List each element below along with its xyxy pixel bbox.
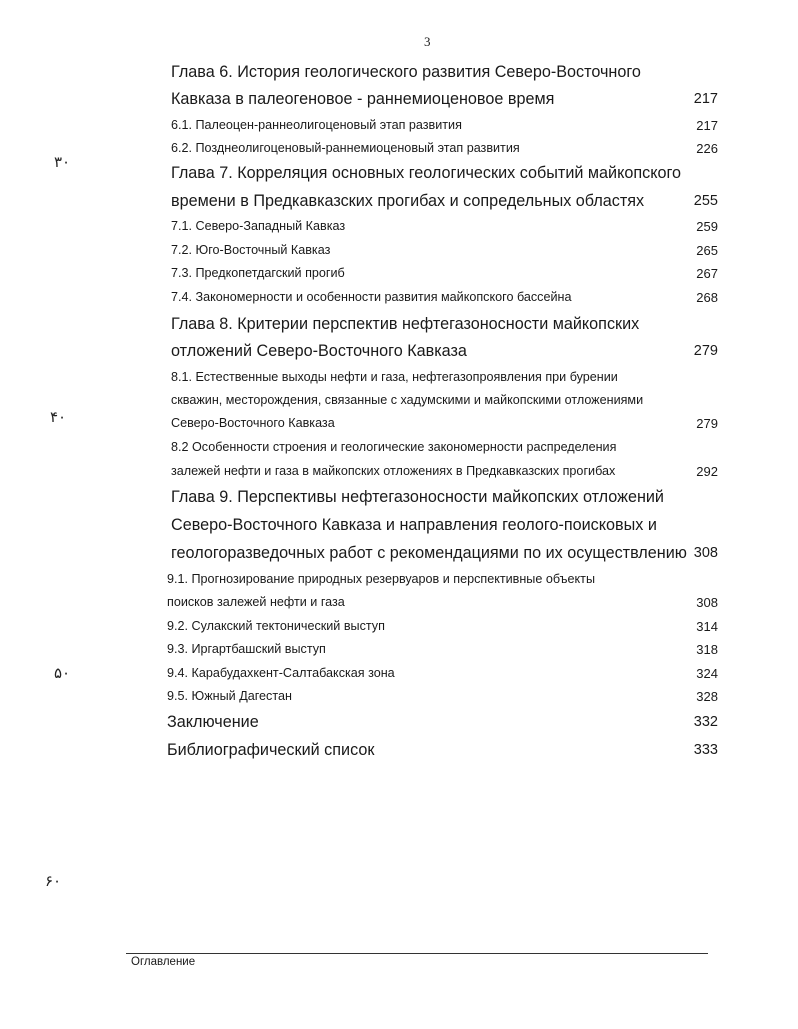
toc-entry-title-line: 9.3. Иргартбашский выступ	[167, 642, 326, 656]
toc-page-number: 279	[693, 343, 718, 359]
toc-entry-title-line: Библиографический список	[167, 741, 375, 759]
toc-entry-title-line: Глава 7. Корреляция основных геологических событий майкопского	[171, 164, 682, 182]
toc-entry-title-line: 7.2. Юго-Восточный Кавказ	[171, 243, 331, 257]
toc-page-number: 259	[696, 219, 718, 234]
toc-entry-title-line: поисков залежей нефти и газа	[167, 595, 345, 609]
margin-annotation: ۶۰	[45, 872, 62, 890]
toc-entry-title-line: 9.2. Сулакский тектонический выступ	[167, 619, 385, 633]
toc-entry-title-line: 8.1. Естественные выходы нефти и газа, нефтегазопроявления при бурении	[171, 370, 618, 384]
toc-entry-title-line: Заключение	[167, 713, 259, 731]
toc-page-number: 265	[696, 243, 718, 258]
toc-entry-title-line: 7.1. Северо-Западный Кавказ	[171, 219, 346, 233]
toc-entry-title-line: 6.1. Палеоцен-раннеолигоценовый этап развития	[171, 118, 462, 132]
toc-entry-title-line: 6.2. Позднеолигоценовый-раннемиоценовый этап развития	[171, 141, 520, 155]
toc-page-number: 308	[696, 595, 718, 610]
toc-entry-title-line: скважин, месторождения, связанные с хадумскими и майкопскими отложениями	[171, 393, 644, 407]
margin-annotation: ۵۰	[54, 664, 71, 682]
toc-entry-title-line: геологоразведочных работ с рекомендациями по их осуществлению	[171, 544, 687, 562]
toc-entry-title-line: 7.3. Предкопетдагский прогиб	[171, 266, 345, 280]
toc-entry-title-line: Глава 9. Перспективы нефтегазоносности майкопских отложений	[171, 488, 664, 506]
footer-divider	[126, 953, 708, 954]
toc-page-number: 217	[696, 118, 718, 133]
toc-entry-title-line: Северо-Восточного Кавказа и направления геолого-поисковых и	[171, 516, 657, 534]
page-number: 3	[424, 34, 431, 49]
toc-page-number: 328	[696, 689, 718, 704]
toc-page-number: 217	[693, 91, 718, 107]
toc-entry-title-line: 9.5. Южный Дагестан	[167, 689, 292, 703]
toc-entry-title-line: отложений Северо-Восточного Кавказа	[171, 342, 467, 360]
margin-annotation: ۴۰	[50, 408, 67, 426]
toc-entry-title-line: Кавказа в палеогеновое - раннемиоценовое время	[171, 90, 555, 108]
toc-entry-title-line: Северо-Восточного Кавказа	[171, 416, 335, 430]
toc-page-number: 324	[696, 666, 718, 681]
toc-page-number: 318	[696, 642, 718, 657]
toc-page-number: 279	[696, 416, 718, 431]
toc-page-number: 226	[696, 141, 718, 156]
toc-page-number: 308	[693, 545, 718, 561]
toc-page-number: 292	[696, 464, 718, 479]
toc-entry-title-line: залежей нефти и газа в майкопских отложениях в Предкавказских прогибах	[171, 464, 616, 478]
toc-page-number: 268	[696, 290, 718, 305]
toc-page-number: 255	[693, 193, 718, 209]
margin-annotation: ۳۰	[54, 153, 71, 171]
toc-page-number: 267	[696, 266, 718, 281]
toc-entry-title-line: 8.2 Особенности строения и геологические закономерности распределения	[171, 440, 617, 454]
toc-entry-title-line: Глава 6. История геологического развития Северо-Восточного	[171, 63, 641, 81]
toc-entry-title-line: 9.1. Прогнозирование природных резервуаров и перспективные объекты	[167, 572, 596, 586]
toc-page-number: 314	[696, 619, 718, 634]
toc-page-number: 332	[693, 714, 718, 730]
toc-entry-title-line: времени в Предкавказских прогибах и сопредельных областях	[171, 192, 645, 210]
toc-page-number: 333	[693, 742, 718, 758]
toc-entry-title-line: Глава 8. Критерии перспектив нефтегазоносности майкопских	[171, 315, 640, 333]
footer-label: Оглавление	[131, 956, 196, 968]
toc-entry-title-line: 9.4. Карабудахкент-Салтабакская зона	[167, 666, 395, 680]
toc-entry-title-line: 7.4. Закономерности и особенности развития майкопского бассейна	[171, 290, 572, 304]
